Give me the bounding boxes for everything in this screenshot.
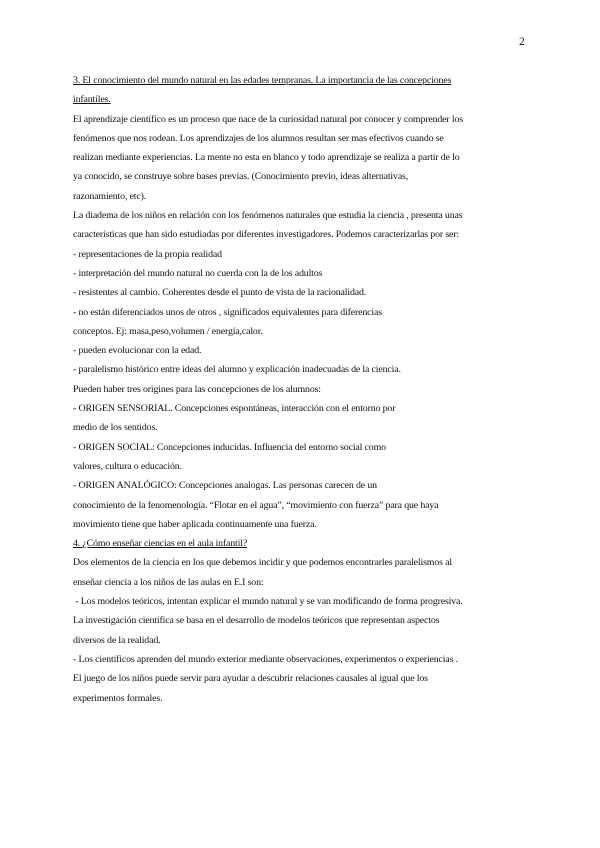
origin-item: medio de los sentidos. — [73, 422, 158, 434]
origin-item: - ORIGEN SOCIAL: Concepciones inducidas. Influencia del entorno social como — [73, 441, 386, 453]
characteristic-item: - pueden evolucionar con la edad. — [73, 345, 202, 357]
paragraph-line: El aprendizaje científico es un proceso que nace de la curiosidad natural por conocer y comprender los — [73, 113, 463, 125]
paragraph-line: enseñar ciencia a los niños de las aulas en E.I son: — [73, 576, 264, 588]
characteristic-item: - no están diferenciados unos de otros , significados equivalentes para diferencias — [73, 306, 382, 318]
paragraph-line: - Los modelos teóricos, intentan explicar el mundo natural y se van modificando de forma progresiva. — [73, 596, 463, 608]
paragraph-line: - Los científicos aprenden del mundo exterior mediante observaciones, experimentos o experiencias . — [73, 653, 458, 665]
section-3-heading-continued: infantiles. — [73, 94, 111, 106]
paragraph-line: diversos de la realidad. — [73, 634, 161, 646]
page-number: 2 — [519, 36, 525, 48]
origin-item: - ORIGEN ANALÓGICO: Concepciones analogas. Las personas carecen de un — [73, 480, 377, 492]
characteristic-item: - interpretación del mundo natural no cuerda con la de los adultos — [73, 267, 323, 279]
paragraph-line: experimentos formales. — [73, 692, 163, 704]
paragraph-line: ya conocido, se construye sobre bases previas. (Conocimiento previo, ideas alternativas, — [73, 171, 409, 183]
origins-intro: Pueden haber tres origines para las concepciones de los alumnos: — [73, 383, 321, 395]
paragraph-line: La investigación científica se basa en el desarrollo de modelos teóricos que representan aspectos — [73, 615, 440, 627]
characteristic-item: conceptos. Ej: masa,peso,volumen / energía,calor. — [73, 325, 263, 337]
origin-item: valores, cultura o educación. — [73, 460, 182, 472]
section-3-heading: 3. El conocimiento del mundo natural en las edades tempranas. La importancia de las concepciones — [73, 75, 452, 86]
section-4-heading: 4. ¿Cómo enseñar ciencias en el aula infantil? — [73, 538, 248, 550]
paragraph-line: Dos elementos de la ciencia en los que debemos incidir y que podemos encontrarles paralelismos al — [73, 557, 452, 569]
characteristic-item: - resistentes al cambio. Coherentes desde el punto de vista de la racionalidad. — [73, 287, 367, 299]
paragraph-line: fenómenos que nos rodean. Los aprendizajes de los alumnos resultan ser mas efectivos cuando se — [73, 132, 444, 144]
paragraph-line: características que han sido estudiadas por diferentes investigadores. Podemos caracterizarlas por ser: — [73, 229, 459, 241]
characteristic-item: - representaciones de la propia realidad — [73, 248, 222, 260]
paragraph-line: razonamiento, etc). — [73, 190, 147, 202]
origin-item: movimiento tiene que haber aplicada continuamente una fuerza. — [73, 518, 317, 530]
characteristic-item: - paralelismo histórico entre ideas del alumno y explicación inadecuadas de la ciencia. — [73, 364, 401, 376]
paragraph-line: El juego de los niños puede servir para ayudar a descubrir relaciones causales al igual que los — [73, 673, 428, 685]
origin-item: conocimiento de la fenomenología. “Flotar en el agua”, “movimiento con fuerza” para que haya — [73, 499, 439, 511]
paragraph-line: realizan mediante experiencias. La mente no esta en blanco y todo aprendizaje se realiza a partir de lo — [73, 152, 460, 164]
origin-item: - ORIGEN SENSORIAL. Concepciones espontáneas, interacción con el entorno por — [73, 403, 396, 415]
document-body — [73, 71, 533, 708]
paragraph-line: La diadema de los niños en relación con los fenómenos naturales que estudia la ciencia , presenta unas — [73, 210, 463, 222]
